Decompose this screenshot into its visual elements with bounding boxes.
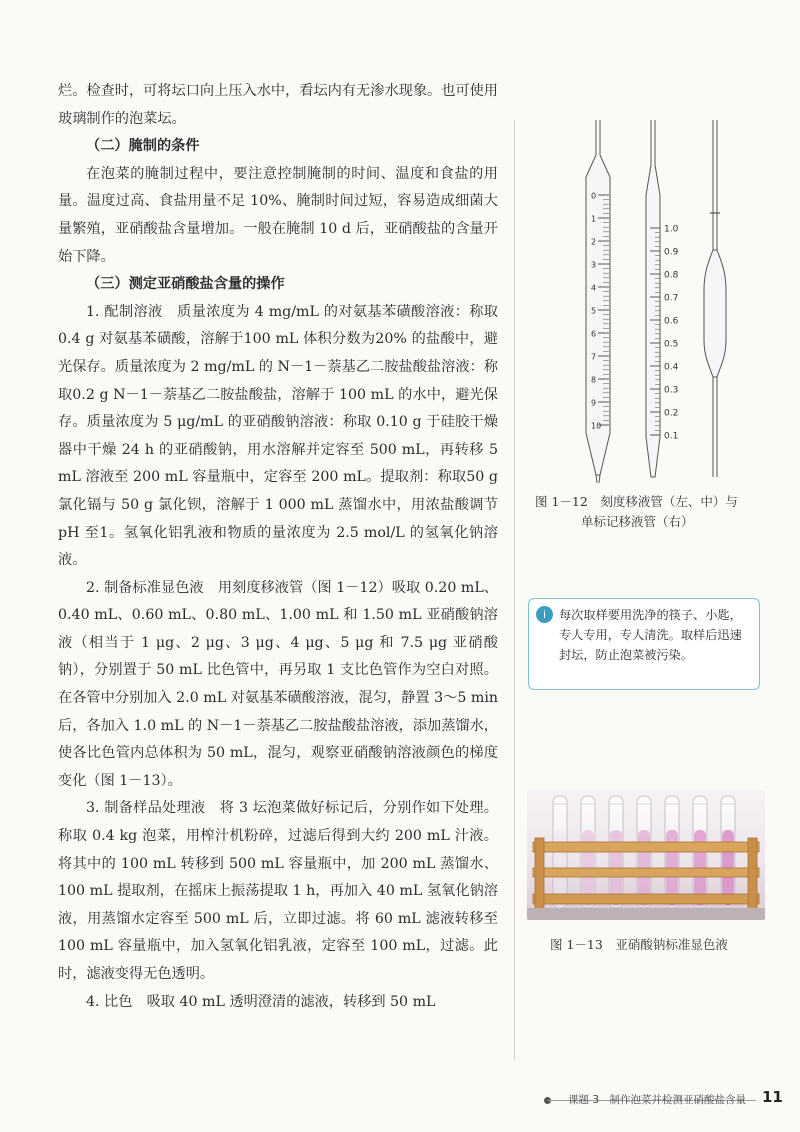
paragraph-pickling-conditions: 在泡菜的腌制过程中，要注意控制腌制的时间、温度和食盐的用量。温度过高、食盐用量不足 10%、腌制时间过短，容易造成细菌大量繁殖，亚硝酸盐含量增加。一般在腌制 10 d 后，亚硝酸盐的含量开始下降。 bbox=[58, 165, 498, 265]
mid-scale-label: 0.8 bbox=[664, 270, 679, 281]
mid-scale-label: 0.7 bbox=[664, 293, 679, 304]
heading-nitrite-measurement: （三）测定亚硝酸盐含量的操作 bbox=[86, 276, 285, 293]
figure-standard-color-photo bbox=[527, 790, 765, 920]
left-scale-label: 4 bbox=[591, 283, 597, 293]
left-scale-label: 8 bbox=[591, 375, 597, 385]
single-mark-pipette-right bbox=[704, 120, 726, 477]
figure-pipettes bbox=[560, 115, 750, 485]
left-scale-label: 7 bbox=[591, 352, 597, 362]
paragraph-prepare-solutions: 1. 配制溶液 质量浓度为 4 mg/mL 的对氨基苯磺酸溶液：称取0.4 g 对氨基苯磺酸，溶解于100 mL 体积分数为20% 的盐酸中，避光保存。质量浓度为 2 mg/mL 的 N－1－萘基乙二胺盐酸盐溶液：称取0.2 g N－1－萘基乙二胺盐酸盐，溶解于 100 mL 的水中，避光保存。质量浓度为 5 μg/mL 的亚硝酸钠溶液：称取 0.10 g 于硅胶干燥器中干燥 24 h 的亚硝酸钠，用水溶解并定容至 500 mL，再转移 5 mL 溶液至 200 mL 容量瓶中，定容至 200 mL。提取剂：称取50 g 氯化镉与 50 g 氯化钡，溶解于 1 000 mL 蒸馏水中，用浓盐酸调节pH 至1。氢氧化铝乳液和物质的量浓度为 2.5 mol/L 的氢氧化钠溶液。 bbox=[58, 303, 498, 569]
left-scale-label: 2 bbox=[591, 237, 597, 247]
mid-scale-label: 1.0 bbox=[664, 224, 679, 235]
tip-box bbox=[528, 598, 760, 690]
caption-1-12-line2: 单标记移液管（右） bbox=[581, 514, 694, 529]
graduated-pipette-middle bbox=[646, 120, 660, 477]
paragraph-colorimetry: 4. 比色 吸取 40 mL 透明澄清的滤液，转移到 50 mL bbox=[86, 993, 436, 1010]
tip-text: 每次取样要用洗净的筷子、小匙，专人专用，专人清洗。取样后迅速封坛，防止泡菜被污染。 bbox=[559, 608, 742, 662]
left-scale-label: 10 bbox=[591, 421, 602, 431]
mid-scale-label: 0.1 bbox=[664, 431, 679, 442]
paragraph-jar-check: 烂。检查时，可将坛口向上压入水中，看坛内有无渗水现象。也可使用玻璃制作的泡菜坛。 bbox=[58, 83, 498, 127]
main-text-column bbox=[58, 78, 498, 1016]
mid-scale-label: 0.5 bbox=[664, 339, 679, 350]
left-scale-label: 1 bbox=[591, 214, 597, 224]
figure-caption-1-13: 图 1－13 亚硝酸钠标准显色液 bbox=[550, 937, 728, 952]
heading-pickling-conditions: （二）腌制的条件 bbox=[86, 138, 200, 155]
mid-scale-label: 0.6 bbox=[664, 316, 679, 327]
paragraph-standard-color: 2. 制备标准显色液 用刻度移液管（图 1－12）吸取 0.20 mL、0.40 mL、0.60 mL、0.80 mL、1.00 mL 和 1.50 mL 亚硝酸钠溶液（相当于 1 μg、2 μg、3 μg、4 μg、5 μg 和 7.5 μg 亚硝酸钠），分别置于 50 mL 比色管中，再另取 1 支比色管作为空白对照。在各管中分别加入 2.0 mL 对氨基苯磺酸溶液，混匀，静置 3～5 min 后，各加入 1.0 mL 的 N－1－萘基乙二胺盐酸盐溶液，添加蒸馏水，使各比色管内总体积为 50 mL，混匀，观察亚硝酸钠溶液颜色的梯度变化（图 1－13）。 bbox=[58, 579, 498, 789]
page-number: 11 bbox=[762, 1088, 783, 1106]
left-scale-label: 9 bbox=[591, 398, 597, 408]
figure-caption-1-12 bbox=[535, 492, 785, 532]
mid-scale-label: 0.9 bbox=[664, 247, 679, 258]
caption-1-12-line1: 图 1－12 刻度移液管（左、中）与 bbox=[535, 494, 738, 509]
info-icon: i bbox=[536, 606, 553, 623]
left-scale-label: 6 bbox=[591, 329, 597, 339]
left-scale-label: 5 bbox=[591, 306, 597, 316]
column-divider bbox=[514, 120, 515, 1060]
footer-course-title: 课题 3 制作泡菜并检测亚硝酸盐含量 bbox=[568, 1094, 747, 1106]
mid-scale-label: 0.2 bbox=[664, 408, 679, 419]
mid-scale-label: 0.4 bbox=[664, 362, 679, 373]
mid-scale-label: 0.3 bbox=[664, 385, 679, 396]
left-scale-label: 0 bbox=[591, 191, 597, 201]
left-scale-label: 3 bbox=[591, 260, 597, 270]
paragraph-sample-processing: 3. 制备样品处理液 将 3 坛泡菜做好标记后，分别作如下处理。称取 0.4 kg 泡菜，用榨汁机粉碎，过滤后得到大约 200 mL 汁液。将其中的 100 mL 转移到 500 mL 容量瓶中，加 200 mL 蒸馏水、100 mL 提取剂，在摇床上振荡提取 1 h，再加入 40 mL 氢氧化钠溶液，用蒸馏水定容至 500 mL 后，立即过滤。将 60 mL 滤液转移至 100 mL 容量瓶中，加入氢氧化铝乳液，定容至 100 mL，过滤。此时，滤液变得无色透明。 bbox=[58, 800, 498, 982]
